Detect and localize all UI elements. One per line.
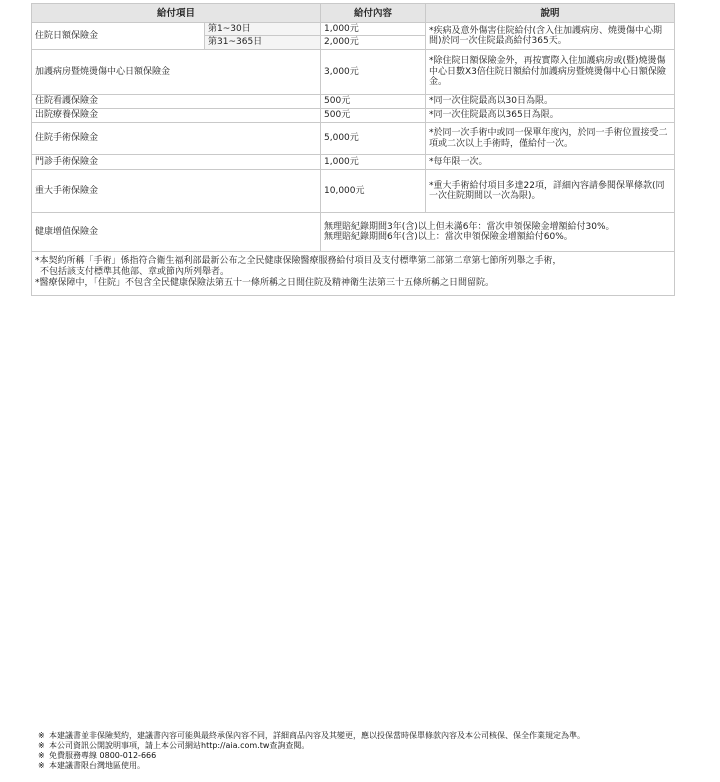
- footer-line: [38, 731, 698, 741]
- table-row: [32, 95, 675, 109]
- row-item: 重大手術保險金: [32, 170, 321, 213]
- footer-text: 本公司資訊公開說明事項，請上本公司網站http://aia.com.tw查詢查閱。: [49, 741, 310, 750]
- footer-line: [38, 761, 698, 771]
- note-line: 不包括該支付標準其他部、章或節內所列舉者。: [40, 267, 230, 277]
- footer-text: 本建議書限台灣地區使用。: [49, 761, 145, 770]
- table-row: [32, 123, 675, 155]
- note-line: *本契約所稱「手術」係指符合衛生福利部最新公布之全民健康保險醫療服務給付項目及支付標準第二部第二章第七節所列舉之手術，: [35, 256, 562, 266]
- row-amount: 3,000元: [321, 50, 426, 95]
- table-row: [32, 170, 675, 213]
- header-content: 給付內容: [321, 4, 426, 23]
- header-item: 給付項目: [32, 4, 321, 23]
- table-row: [32, 155, 675, 170]
- row-item: 住院手術保險金: [32, 123, 321, 155]
- row-note: *同一次住院最高以30日為限。: [426, 95, 675, 109]
- row-note: *同一次住院最高以365日為限。: [426, 109, 675, 123]
- row-amount: 5,000元: [321, 123, 426, 155]
- table-row: [32, 109, 675, 123]
- header-note: 說明: [426, 4, 675, 23]
- row-item: 加護病房暨燒燙傷中心日額保險金: [32, 50, 321, 95]
- footer-line: [38, 741, 698, 751]
- row-note: *每年限一次。: [426, 155, 675, 170]
- content-line: 無理賠紀錄期間3年(含)以上但未滿6年：當次申領保險金增額給付30%。: [324, 221, 615, 232]
- table-notes-row: [32, 252, 675, 296]
- table-notes: [32, 252, 675, 296]
- benefit-table: [31, 3, 675, 296]
- row-content: [321, 213, 675, 252]
- row-subitem: 第31~365日: [205, 36, 321, 50]
- footer-line: [38, 751, 698, 761]
- row-amount: 1,000元: [321, 23, 426, 36]
- row-amount: 2,000元: [321, 36, 426, 50]
- row-note: *於同一次手術中或同一保單年度內，於同一手術位置接受二項或二次以上手術時，僅給付一次。: [426, 123, 675, 155]
- table-row: [32, 50, 675, 95]
- reference-mark-icon: ※: [38, 761, 45, 770]
- row-item: 健康增值保險金: [32, 213, 321, 252]
- row-item: 住院日額保險金: [32, 23, 205, 50]
- row-item: 出院療養保險金: [32, 109, 321, 123]
- reference-mark-icon: ※: [38, 741, 45, 750]
- reference-mark-icon: ※: [38, 751, 45, 760]
- row-item: 門診手術保險金: [32, 155, 321, 170]
- note-line: *醫療保障中，「住院」不包含全民健康保險法第五十一條所稱之日間住院及精神衛生法第三十五條所稱之日間留院。: [35, 278, 495, 288]
- row-amount: 500元: [321, 109, 426, 123]
- footer-text: 本建議書並非保險契約，建議書內容可能與最終承保內容不同，詳細商品內容及其變更，應以投保當時保單條款內容及本公司核保、保全作業規定為準。: [49, 731, 585, 740]
- row-amount: 500元: [321, 95, 426, 109]
- disclaimer-footer: [38, 731, 698, 771]
- table-row: [32, 213, 675, 252]
- table-row: [32, 23, 675, 36]
- reference-mark-icon: ※: [38, 731, 45, 740]
- content-line: 無理賠紀錄期間6年(含)以上：當次申領保險金增額給付60%。: [324, 232, 573, 242]
- row-item: 住院看護保險金: [32, 95, 321, 109]
- row-subitem: 第1~30日: [205, 23, 321, 36]
- row-note: *除住院日額保險金外，再按實際入住加護病房或(暨)燒燙傷中心日數X3倍住院日額給付加護病房暨燒燙傷中心日額保險金。: [426, 50, 675, 95]
- row-note: *疾病及意外傷害住院給付(含入住加護病房、燒燙傷中心期間)於同一次住院最高給付365天。: [426, 23, 675, 50]
- table-header-row: [32, 4, 675, 23]
- footer-text: 免費服務專線 0800-012-666: [49, 751, 157, 760]
- row-note: *重大手術給付項目多達22項，詳細內容請參閱保單條款(同一次住院期間以一次為限)。: [426, 170, 675, 213]
- row-amount: 10,000元: [321, 170, 426, 213]
- row-amount: 1,000元: [321, 155, 426, 170]
